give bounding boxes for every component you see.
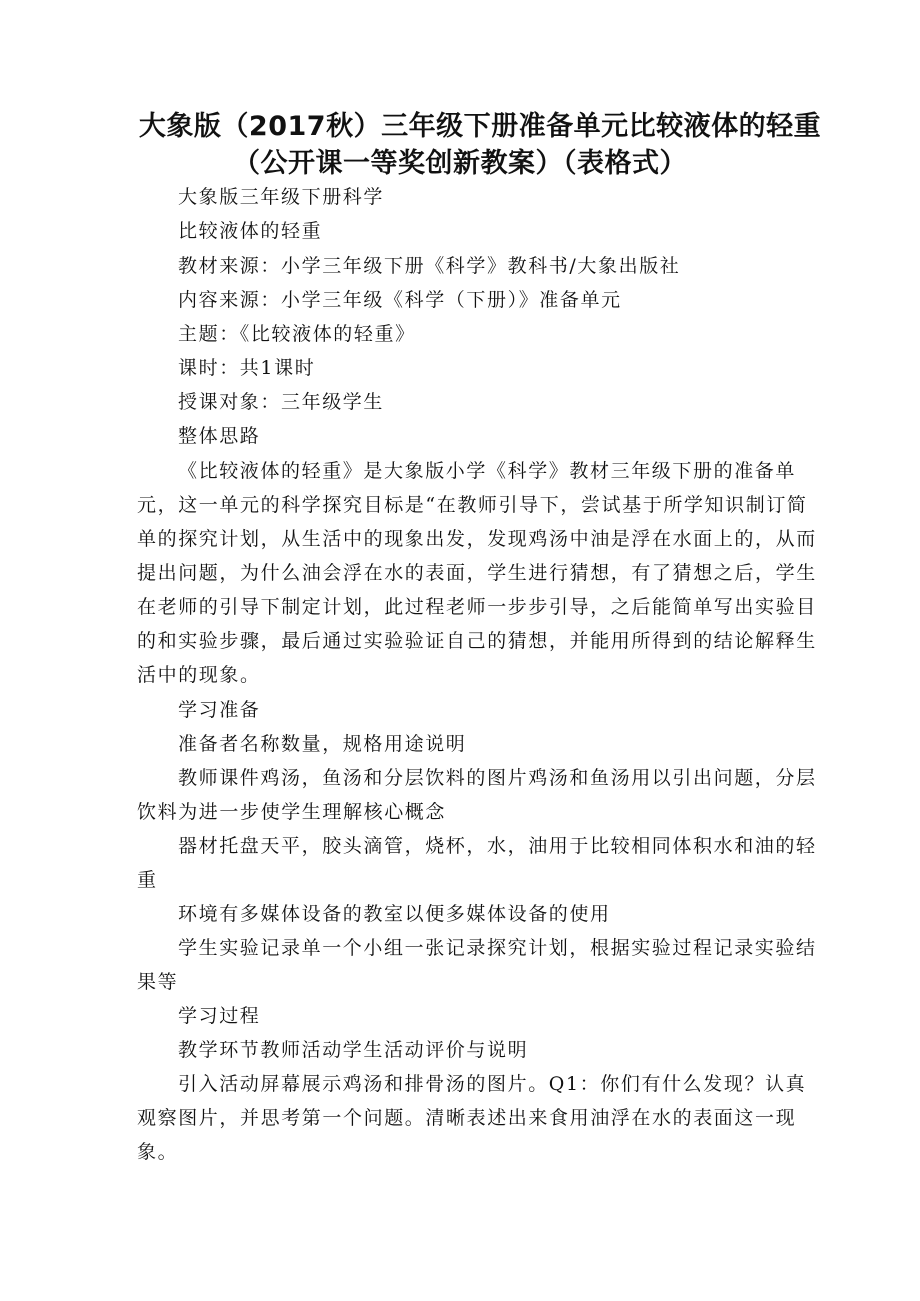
process-heading: 学习过程: [178, 1005, 261, 1027]
row-line: 器材托盘天平，胶头滴管，烧杯，水，油用于比较相同体积水和油的轻: [178, 835, 817, 857]
environment-row: 环境有多媒体设备的教室以便多媒体设备的使用: [178, 903, 611, 925]
row-line: 教师课件鸡汤，鱼汤和分层饮料的图片鸡汤和鱼汤用以引出问题，分层: [178, 767, 817, 789]
document-title-line-2: （公开课一等奖创新教案）（表格式）: [233, 148, 687, 179]
subject-line: 大象版三年级下册科学: [178, 186, 385, 208]
row-line: 饮料为进一步使学生理解核心概念: [137, 801, 447, 823]
preparation-heading: 学习准备: [178, 699, 261, 721]
document-title-line-1: 大象版（2017秋）三年级下册准备单元比较液体的轻重: [138, 111, 822, 142]
lesson-line: 比较液体的轻重: [178, 220, 323, 242]
row-line: 重: [137, 869, 158, 891]
row-line: 观察图片，并思考第一个问题。清晰表述出来食用油浮在水的表面这一现: [137, 1107, 797, 1129]
row-line: 果等: [137, 971, 179, 993]
row-line: 引入活动屏幕展示鸡汤和排骨汤的图片。Q1：你们有什么发现？认真: [178, 1073, 807, 1095]
paragraph-line: 元，这一单元的科学探究目标是“在教师引导下，尝试基于所学知识制订简: [137, 494, 808, 516]
textbook-source-line: 教材来源：小学三年级下册《科学》教科书/大象出版社: [178, 255, 681, 277]
row-line: 象。: [137, 1141, 179, 1163]
paragraph-line: 在老师的引导下制定计划，此过程老师一步步引导，之后能简单写出实验目: [137, 596, 817, 618]
paragraph-line: 的和实验步骤，最后通过实验验证自己的猜想，并能用所得到的结论解释生: [137, 630, 817, 652]
class-hours-line: 课时：共1课时: [178, 357, 316, 379]
process-header-row: 教学环节教师活动学生活动评价与说明: [178, 1039, 529, 1061]
overall-heading: 整体思路: [178, 425, 261, 447]
preparation-header-row: 准备者名称数量，规格用途说明: [178, 733, 467, 755]
topic-line: 主题：《比较液体的轻重》: [178, 323, 416, 345]
paragraph-line: 活中的现象。: [137, 664, 261, 686]
content-source-line: 内容来源：小学三年级《科学（下册）》准备单元: [178, 289, 622, 311]
paragraph-line: 提出问题，为什么油会浮在水的表面，学生进行猜想，有了猜想之后，学生: [137, 562, 817, 584]
row-line: 学生实验记录单一个小组一张记录探究计划，根据实验过程记录实验结: [178, 937, 817, 959]
paragraph-line: 单的探究计划，从生活中的现象出发，发现鸡汤中油是浮在水面上的，从而: [137, 528, 817, 550]
paragraph-line: 《比较液体的轻重》是大象版小学《科学》教材三年级下册的准备单: [178, 460, 797, 482]
audience-line: 授课对象：三年级学生: [178, 391, 385, 413]
